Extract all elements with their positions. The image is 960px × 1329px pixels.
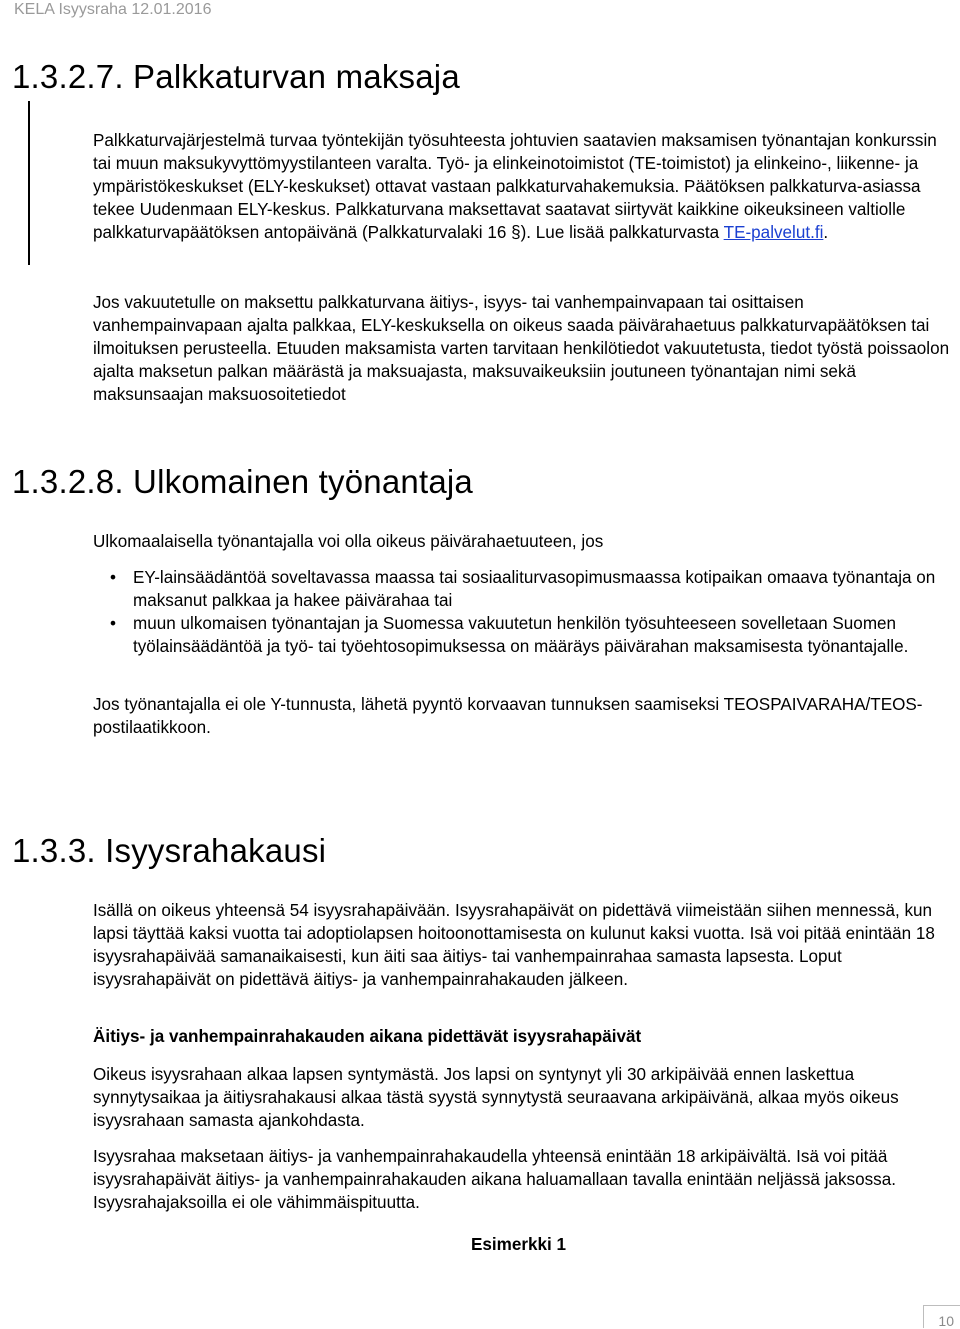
te-palvelut-link[interactable]: TE-palvelut.fi: [723, 223, 824, 242]
section-heading-ulkomainen-tyonantaja: 1.3.2.8. Ulkomainen työnantaja: [12, 463, 473, 500]
list-item-text: muun ulkomaisen työnantajan ja Suomessa vakuutetun henkilön työsuhteeseen sovelletaan Suomen työlainsäädäntöä ja työ- tai työehtosopimuksessa on määräys päivärahan maksamisesta työnantajalle.: [133, 614, 909, 656]
section-heading-isyysrahakausi: 1.3.3. Isyysrahakausi: [12, 832, 327, 869]
paragraph-isyysrahapaivat: Isällä on oikeus yhteensä 54 isyysrahapäivään. Isyysrahapäivät on pidettävä viimeistään siihen mennessä, kun lapsi täyttää kaksi vuotta tai adoptiolapsen hoitoonottamisesta on kulunut kaksi vuotta. Isä voi pitää enintään 18 isyysrahapäivää samanaikaisesti, kun äiti saa äitiys- tai vanhempainrahaa samasta lapsesta. Loput isyysrahapäivät on pidettävä äitiys- ja vanhempainrahakauden jälkeen.: [93, 901, 935, 989]
bullet-icon: •: [110, 614, 116, 633]
list-item: [93, 566, 957, 612]
bullet-icon: •: [110, 568, 116, 587]
paragraph-oikeus-isyysrahaan: Oikeus isyysrahaan alkaa lapsen syntymästä. Jos lapsi on syntynyt yli 30 arkipäivää ennen laskettua synnytysaikaa ja äitiysrahakausi alkaa tästä syystä synnytystä seuraavana arkipäivänä, alkaa myös oikeus isyysrahaan samasta ajankohdasta.: [93, 1065, 899, 1130]
example-label: Esimerkki 1: [471, 1235, 567, 1254]
paragraph-ulkomaalainen-intro: Ulkomaalaisella työnantajalla voi olla oikeus päivärahaetuuteen, jos: [93, 532, 604, 551]
paragraph-y-tunnus: Jos työnantajalla ei ole Y-tunnusta, lähetä pyyntö korvaavan tunnuksen saamiseksi TEOSPAIVARAHA/TEOS-postilaatikkoon.: [93, 695, 923, 737]
paragraph-palkkaturva: [93, 129, 957, 244]
list-item-text: EY-lainsäädäntöä soveltavassa maassa tai sosiaaliturvasopimusmaassa kotipaikan omaava työnantaja on maksanut palkkaa ja hakee päivärahaa tai: [133, 568, 936, 610]
bullet-list: [93, 566, 957, 658]
list-item: [93, 612, 957, 658]
change-bar: [28, 101, 30, 265]
subheading-aitiys-vanhempainrahakausi: Äitiys- ja vanhempainrahakauden aikana pidettävät isyysrahapäivät: [93, 1027, 642, 1046]
page-number: 10: [938, 1313, 954, 1329]
paragraph-text: Palkkaturvajärjestelmä turvaa työntekijän työsuhteesta johtuvien saatavien maksamisen työnantajan konkurssin tai muun maksukyvyttömyystilanteen varalta. Työ- ja elinkeinotoimistot (TE-toimistot) ja elinkeino-, liikenne- ja ympäristökeskukset (ELY-keskukset) ottavat vastaan palkkaturvahakemuksia. Päätöksen palkkaturva-asiassa tekee Uudenmaan ELY-keskus. Palkkaturvana maksettavat saatavat siirtyvät kaikkine oikeuksineen valtiolle palkkaturvapäätöksen antopäivänä (Palkkaturvalaki 16 §). Lue lisää palkkaturvasta: [93, 131, 937, 242]
paragraph-end: .: [823, 223, 829, 242]
document-header-title: KELA Isyysraha 12.01.2016: [14, 1, 212, 18]
paragraph-vakuutettu: Jos vakuutetulle on maksettu palkkaturvana äitiys-, isyys- tai vanhempainvapaan tai osittaisen vanhempainvapaan ajalta palkkaa, ELY-keskuksella on oikeus saada päivärahaetuus palkkaturvapäätöksen tai ilmoituksen perusteella. Etuuden maksamista varten tarvitaan henkilötiedot vakuutetusta, tiedot työstä poissaolon ajalta maksetun palkan määrästä ja maksuajasta, maksuvaikeuksiin joutuneen työnantajan nimi sekä maksunsaajan maksuosoitetiedot: [93, 293, 950, 404]
section-heading-palkkaturvan-maksaja: 1.3.2.7. Palkkaturvan maksaja: [12, 58, 460, 95]
paragraph-isyysrahaa-maksetaan: Isyysrahaa maksetaan äitiys- ja vanhempainrahakaudella yhteensä enintään 18 arkipäivältä. Isä voi pitää isyysrahapäivät äitiys- ja vanhempainrahakauden aikana haluamallaan tavalla enintään neljässä jaksossa. Isyysrahajaksoilla ei ole vähimmäispituutta.: [93, 1147, 896, 1212]
